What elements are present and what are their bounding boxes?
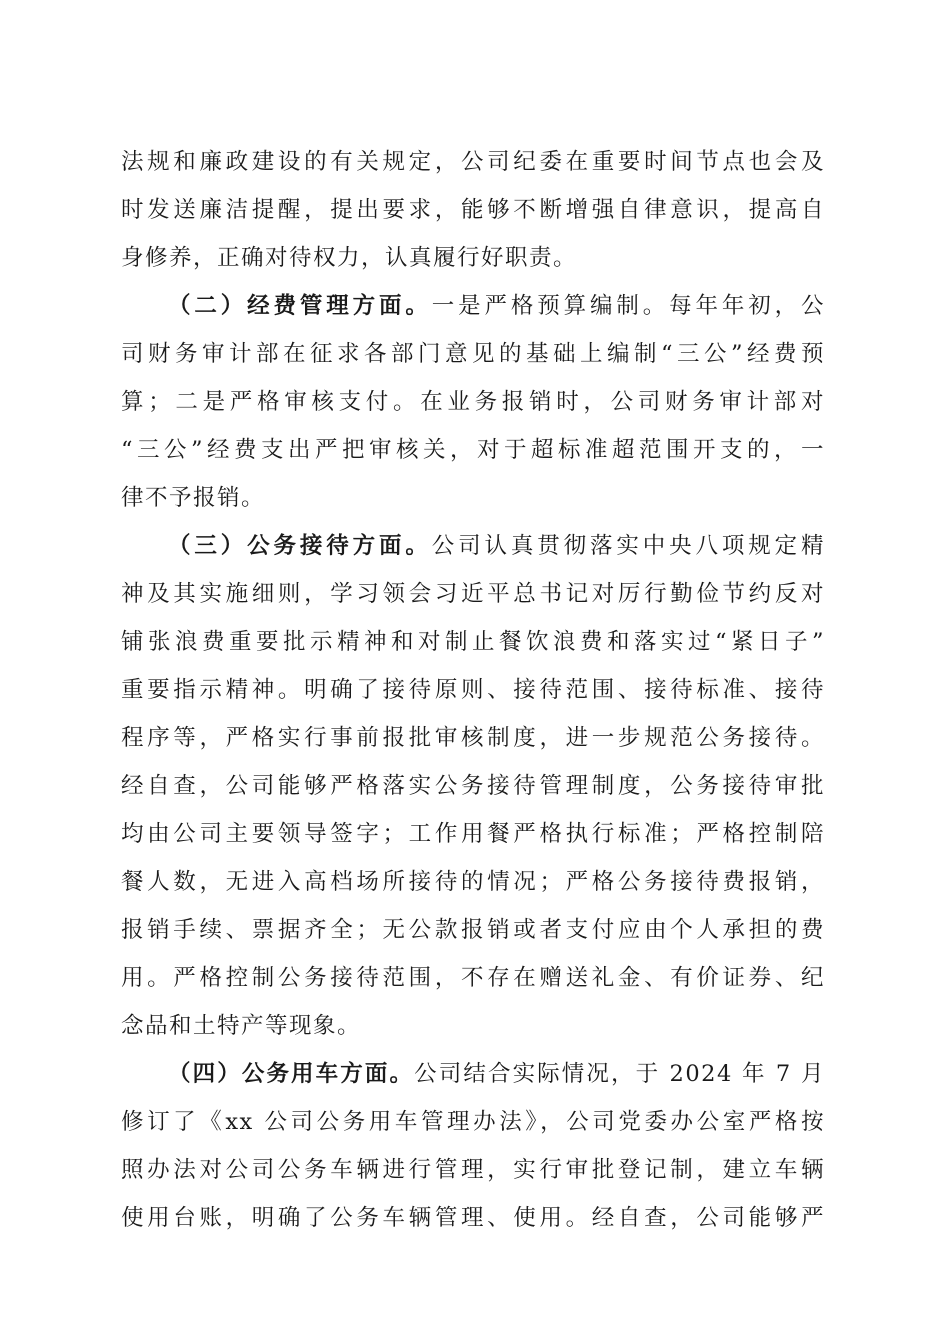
text-line: 重要指示精神。明确了接待原则、接待范围、接待标准、接待 — [121, 677, 825, 703]
text-line: 使用台账，明确了公务车辆管理、使用。经自查，公司能够严 — [121, 1205, 825, 1231]
text-line: “三公”经费支出严把审核关，对于超标准超范围开支的，一 — [121, 437, 825, 463]
section-3-first-line — [168, 522, 825, 570]
text-line: 用。严格控制公务接待范围，不存在赠送礼金、有价证券、纪 — [121, 965, 825, 991]
section-2-first-line-text: 一是严格预算编制。每年年初，公 — [431, 293, 825, 319]
text-line: 均由公司主要领导签字；工作用餐严格执行标准；严格控制陪 — [121, 821, 825, 847]
section-4-first-line — [168, 1050, 825, 1098]
text-line: 律不予报销。 — [121, 485, 266, 511]
section-2-heading: （二）经费管理方面。 — [168, 293, 432, 319]
text-line: 时发送廉洁提醒，提出要求，能够不断增强自律意识，提高自 — [121, 197, 825, 223]
section-3-heading: （三）公务接待方面。 — [168, 533, 432, 559]
text-line: 报销手续、票据齐全；无公款报销或者支付应由个人承担的费 — [121, 917, 825, 943]
text-line: 念品和土特产等现象。 — [121, 1013, 362, 1039]
text-line: 修订了《xx 公司公务用车管理办法》，公司党委办公室严格按 — [121, 1109, 825, 1135]
text-line: 餐人数，无进入高档场所接待的情况；严格公务接待费报销， — [121, 869, 825, 895]
section-3-first-line-text: 公司认真贯彻落实中央八项规定精 — [431, 533, 825, 559]
text-line: 铺张浪费重要批示精神和对制止餐饮浪费和落实过“紧日子” — [121, 629, 825, 655]
section-4-first-line-text: 公司结合实际情况，于 2024 年 7 月 — [414, 1061, 825, 1087]
text-line: 经自查，公司能够严格落实公务接待管理制度，公务接待审批 — [121, 773, 825, 799]
text-line: 身修养，正确对待权力，认真履行好职责。 — [121, 245, 578, 271]
text-line: 神及其实施细则，学习领会习近平总书记对厉行勤俭节约反对 — [121, 581, 825, 607]
text-line: 照办法对公司公务车辆进行管理，实行审批登记制，建立车辆 — [121, 1157, 825, 1183]
text-line: 算；二是严格审核支付。在业务报销时，公司财务审计部对 — [121, 389, 825, 415]
text-line: 司财务审计部在征求各部门意见的基础上编制“三公”经费预 — [121, 341, 825, 367]
text-line: 法规和廉政建设的有关规定，公司纪委在重要时间节点也会及 — [121, 149, 825, 175]
section-2-first-line — [168, 282, 825, 330]
section-4-heading: （四）公务用车方面。 — [168, 1061, 415, 1087]
text-line: 程序等，严格实行事前报批审核制度，进一步规范公务接待。 — [121, 725, 825, 751]
